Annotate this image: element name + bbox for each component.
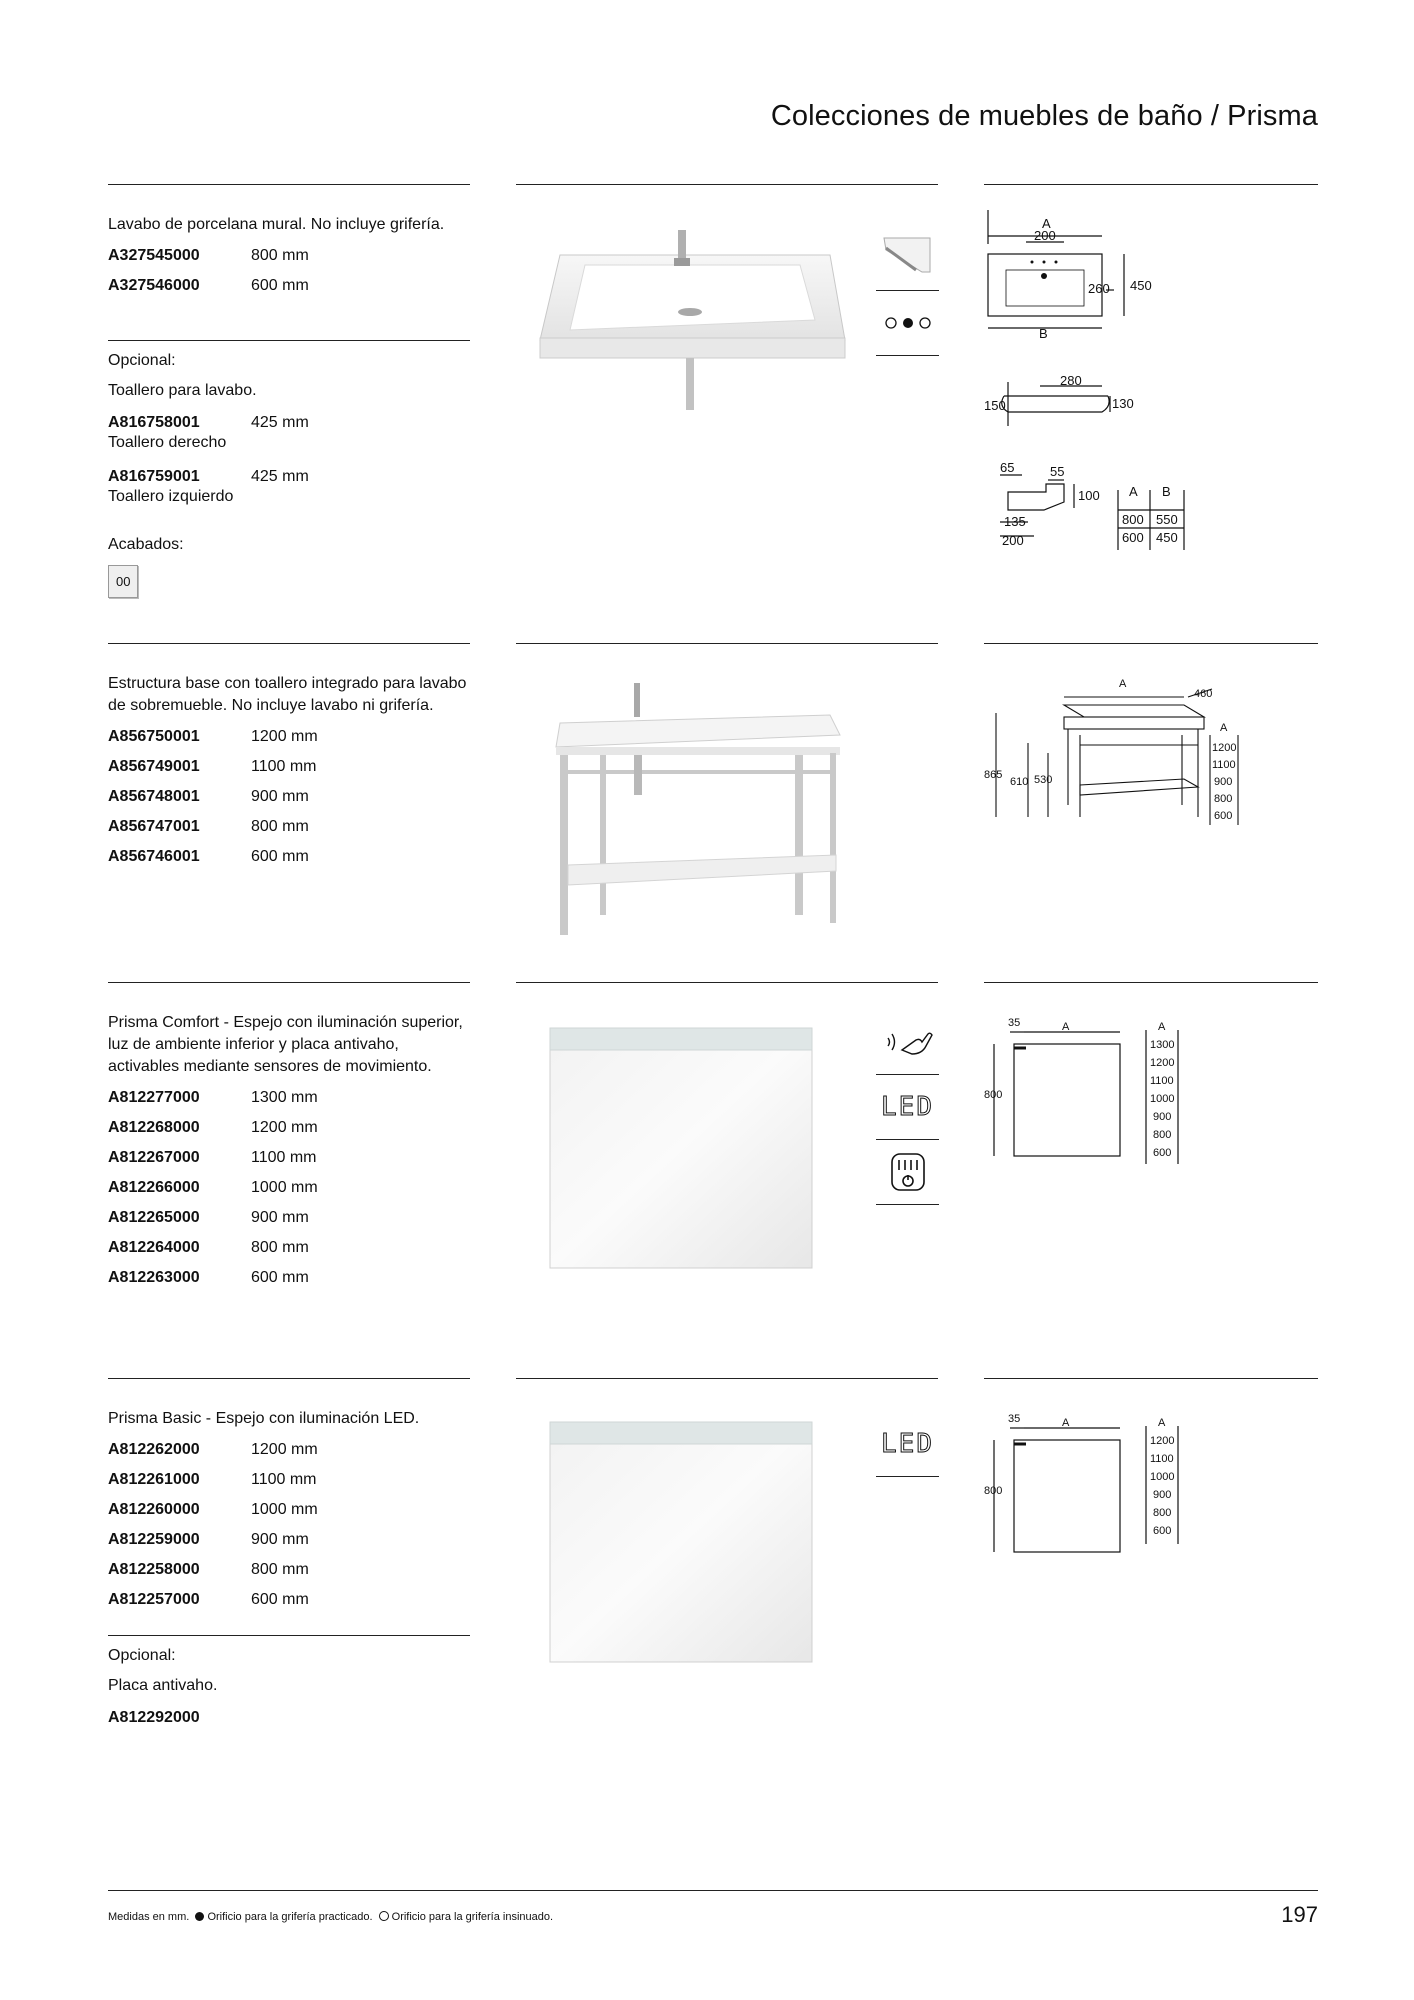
table-cell: 1100 — [1150, 1075, 1174, 1087]
product-size: 425 mm — [251, 468, 309, 485]
table-cell: 900 — [1153, 1489, 1172, 1501]
list-item — [108, 1500, 470, 1520]
product-code: A816758001 — [108, 414, 200, 431]
list-item — [108, 467, 470, 487]
list-item — [108, 847, 470, 867]
product-code: A856747001 — [108, 818, 200, 835]
list-item — [108, 757, 470, 777]
list-item — [108, 1118, 470, 1138]
product-size: 1200 mm — [251, 728, 318, 745]
product-code: A812268000 — [108, 1119, 200, 1136]
divider — [984, 982, 1318, 983]
list-item — [108, 727, 470, 747]
dim-label: 65 — [1000, 460, 1015, 475]
table-cell: 1200 — [1212, 742, 1237, 754]
product-code: A812265000 — [108, 1209, 200, 1226]
product-size: 800 mm — [251, 1561, 309, 1578]
product-code: A812263000 — [108, 1269, 200, 1286]
divider — [516, 184, 938, 185]
list-item — [108, 1560, 470, 1580]
dim-label: 260 — [1088, 281, 1110, 296]
list-item — [108, 1708, 470, 1728]
dim-label: 450 — [1130, 278, 1152, 293]
basic-dimension-diagram — [984, 1410, 1224, 1570]
product-code: A812292000 — [108, 1709, 200, 1726]
dim-label: 280 — [1060, 373, 1082, 388]
table-cell: 1200 — [1150, 1435, 1175, 1447]
product-size: 900 mm — [251, 1209, 309, 1226]
dim-label: A — [1042, 216, 1051, 231]
table-cell: 900 — [1214, 776, 1233, 788]
page-title: Colecciones de muebles de baño / Prisma — [770, 100, 1318, 132]
product-size: 800 mm — [251, 1239, 309, 1256]
light-strip — [550, 1422, 812, 1444]
basin-image — [530, 220, 860, 420]
optional-description: Placa antivaho. — [108, 1677, 218, 1694]
table-cell: 1100 — [1212, 759, 1236, 771]
divider — [108, 184, 470, 185]
product-code: A856746001 — [108, 848, 200, 865]
dim-label: 865 — [984, 769, 1003, 781]
dim-label: 55 — [1050, 464, 1065, 479]
basin-dimension-diagram — [984, 210, 1314, 560]
dim-label: 200 — [1002, 533, 1024, 548]
finishes-label: Acabados: — [108, 536, 184, 553]
product-description: Prisma Basic - Espejo con iluminación LED. — [108, 1410, 420, 1427]
dim-label: 460 — [1194, 688, 1213, 700]
divider — [984, 643, 1318, 644]
product-code: A812264000 — [108, 1239, 200, 1256]
product-code: A812259000 — [108, 1531, 200, 1548]
section-basin-text — [108, 214, 470, 296]
table-cell: 600 — [1214, 810, 1233, 822]
list-item — [108, 1238, 470, 1258]
led-icon: LED — [876, 1412, 939, 1477]
table-cell: 1000 — [1150, 1471, 1175, 1483]
table-cell: 600 — [1153, 1525, 1172, 1537]
product-size: 1100 mm — [251, 758, 317, 775]
faucet-icon — [678, 230, 686, 262]
list-item — [108, 1268, 470, 1288]
optional-label: Opcional: — [108, 1647, 176, 1664]
list-item — [108, 1530, 470, 1550]
list-item — [108, 1470, 470, 1490]
product-code: A812258000 — [108, 1561, 200, 1578]
product-note: Toallero izquierdo — [108, 488, 234, 505]
product-size: 1000 mm — [251, 1179, 318, 1196]
product-code: A812257000 — [108, 1591, 200, 1608]
product-size: 800 mm — [251, 818, 309, 835]
dim-label: A — [1062, 1417, 1070, 1429]
dim-label: 35 — [1008, 1413, 1021, 1425]
table-cell: 550 — [1156, 512, 1178, 527]
product-code: A812267000 — [108, 1149, 200, 1166]
table-header: A — [1129, 484, 1138, 499]
anti-fog-icon — [876, 1140, 939, 1205]
list-item — [108, 1590, 470, 1610]
basic-mirror-image — [548, 1420, 814, 1664]
empty-circle-icon — [379, 1911, 389, 1921]
light-strip — [550, 1028, 812, 1050]
divider — [984, 184, 1318, 185]
list-item — [108, 246, 470, 266]
footer-empty-note: Orificio para la grifería insinuado. — [391, 1911, 554, 1923]
dim-label: A — [1119, 678, 1127, 690]
table-cell: 1200 — [1150, 1057, 1175, 1069]
list-item — [108, 413, 470, 433]
list-item — [108, 1208, 470, 1228]
motion-sensor-icon — [876, 1010, 939, 1075]
product-code: A812260000 — [108, 1501, 200, 1518]
section-basic-optional — [108, 1646, 470, 1728]
comfort-mirror-image — [548, 1026, 814, 1270]
towel-rail-icon — [876, 218, 939, 291]
faucet-icon — [634, 683, 640, 717]
footer-prefix: Medidas en mm. — [108, 1911, 190, 1923]
product-size: 1100 mm — [251, 1471, 317, 1488]
structure-dimension-diagram — [984, 675, 1314, 845]
product-code: A856750001 — [108, 728, 200, 745]
product-description: Lavabo de porcelana mural. No incluye grifería. — [108, 216, 445, 233]
dim-label: A — [1062, 1021, 1070, 1033]
list-item — [108, 1088, 470, 1108]
table-header: A — [1220, 722, 1228, 734]
product-size: 1300 mm — [251, 1089, 318, 1106]
product-size: 800 mm — [251, 247, 309, 264]
table-cell: 450 — [1156, 530, 1178, 545]
divider — [984, 1378, 1318, 1379]
product-size: 425 mm — [251, 414, 309, 431]
filled-circle-icon — [195, 1912, 204, 1921]
divider — [516, 643, 938, 644]
section-structure-text — [108, 673, 470, 867]
product-size: 600 mm — [251, 848, 309, 865]
product-description: Prisma Comfort - Espejo con iluminación superior, luz de ambiente inferior y placa antivaho, activables mediante sensores de movimiento. — [108, 1014, 463, 1075]
divider — [516, 982, 938, 983]
dim-label: 800 — [984, 1089, 1003, 1101]
product-size: 600 mm — [251, 277, 309, 294]
structure-image — [540, 675, 860, 945]
dim-label: 150 — [984, 398, 1006, 413]
optional-label: Opcional: — [108, 352, 176, 369]
dim-label: 130 — [1112, 396, 1134, 411]
product-size: 900 mm — [251, 1531, 309, 1548]
table-header: A — [1158, 1417, 1166, 1429]
comfort-dimension-diagram — [984, 1014, 1224, 1174]
table-cell: 1000 — [1150, 1093, 1175, 1105]
section-comfort-mirror-text — [108, 1012, 470, 1288]
product-size: 600 mm — [251, 1269, 309, 1286]
list-item — [108, 787, 470, 807]
table-cell: 600 — [1122, 530, 1144, 545]
table-cell: 800 — [1214, 793, 1233, 805]
product-size: 600 mm — [251, 1591, 309, 1608]
divider — [108, 982, 470, 983]
divider — [516, 1378, 938, 1379]
footer-filled-note: Orificio para la grifería practicado. — [207, 1911, 373, 1923]
list-item — [108, 276, 470, 296]
dim-label: 200 — [1034, 228, 1056, 243]
section-basin-icons — [876, 218, 939, 356]
product-size: 900 mm — [251, 788, 309, 805]
product-code: A812261000 — [108, 1471, 200, 1488]
product-note: Toallero derecho — [108, 434, 227, 451]
product-code: A856749001 — [108, 758, 200, 775]
product-code: A327546000 — [108, 277, 200, 294]
product-size: 1100 mm — [251, 1149, 317, 1166]
product-code: A812262000 — [108, 1441, 200, 1458]
section-basic-mirror-text — [108, 1408, 470, 1610]
optional-description: Toallero para lavabo. — [108, 382, 257, 399]
list-item — [108, 817, 470, 837]
product-code: A856748001 — [108, 788, 200, 805]
dim-label: 35 — [1008, 1017, 1021, 1029]
table-cell: 600 — [1153, 1147, 1172, 1159]
divider — [108, 1635, 470, 1636]
led-icon: LED — [876, 1075, 939, 1140]
divider — [108, 340, 470, 341]
table-cell: 800 — [1153, 1129, 1172, 1141]
dim-label: 100 — [1078, 488, 1100, 503]
dim-label: 610 — [1010, 776, 1029, 788]
product-size: 1200 mm — [251, 1119, 318, 1136]
tap-hole-options-icon — [876, 291, 939, 356]
section-basin-optional — [108, 351, 470, 598]
table-cell: 1100 — [1150, 1453, 1174, 1465]
divider — [108, 643, 470, 644]
product-size: 1000 mm — [251, 1501, 318, 1518]
divider — [108, 1378, 470, 1379]
product-code: A327545000 — [108, 247, 200, 264]
table-cell: 1300 — [1150, 1039, 1175, 1051]
dim-label: B — [1039, 326, 1048, 341]
finish-swatch: 00 — [108, 565, 138, 598]
product-code: A812277000 — [108, 1089, 200, 1106]
footer-note — [108, 1911, 553, 1923]
product-code: A816759001 — [108, 468, 200, 485]
list-item — [108, 1148, 470, 1168]
product-code: A812266000 — [108, 1179, 200, 1196]
product-description: Estructura base con toallero integrado para lavabo de sobremueble. No incluye lavabo ni grifería. — [108, 675, 467, 714]
dim-label: 530 — [1034, 774, 1053, 786]
table-header: B — [1162, 484, 1171, 499]
page-number: 197 — [1281, 1902, 1318, 1927]
table-header: A — [1158, 1021, 1166, 1033]
dim-label: 135 — [1004, 514, 1026, 529]
footer-divider — [108, 1890, 1318, 1891]
section-basic-icons — [876, 1412, 939, 1477]
list-item — [108, 1178, 470, 1198]
list-item — [108, 1440, 470, 1460]
table-cell: 900 — [1153, 1111, 1172, 1123]
table-cell: 800 — [1153, 1507, 1172, 1519]
section-comfort-icons — [876, 1010, 939, 1205]
table-cell: 800 — [1122, 512, 1144, 527]
dim-label: 800 — [984, 1485, 1003, 1497]
product-size: 1200 mm — [251, 1441, 318, 1458]
